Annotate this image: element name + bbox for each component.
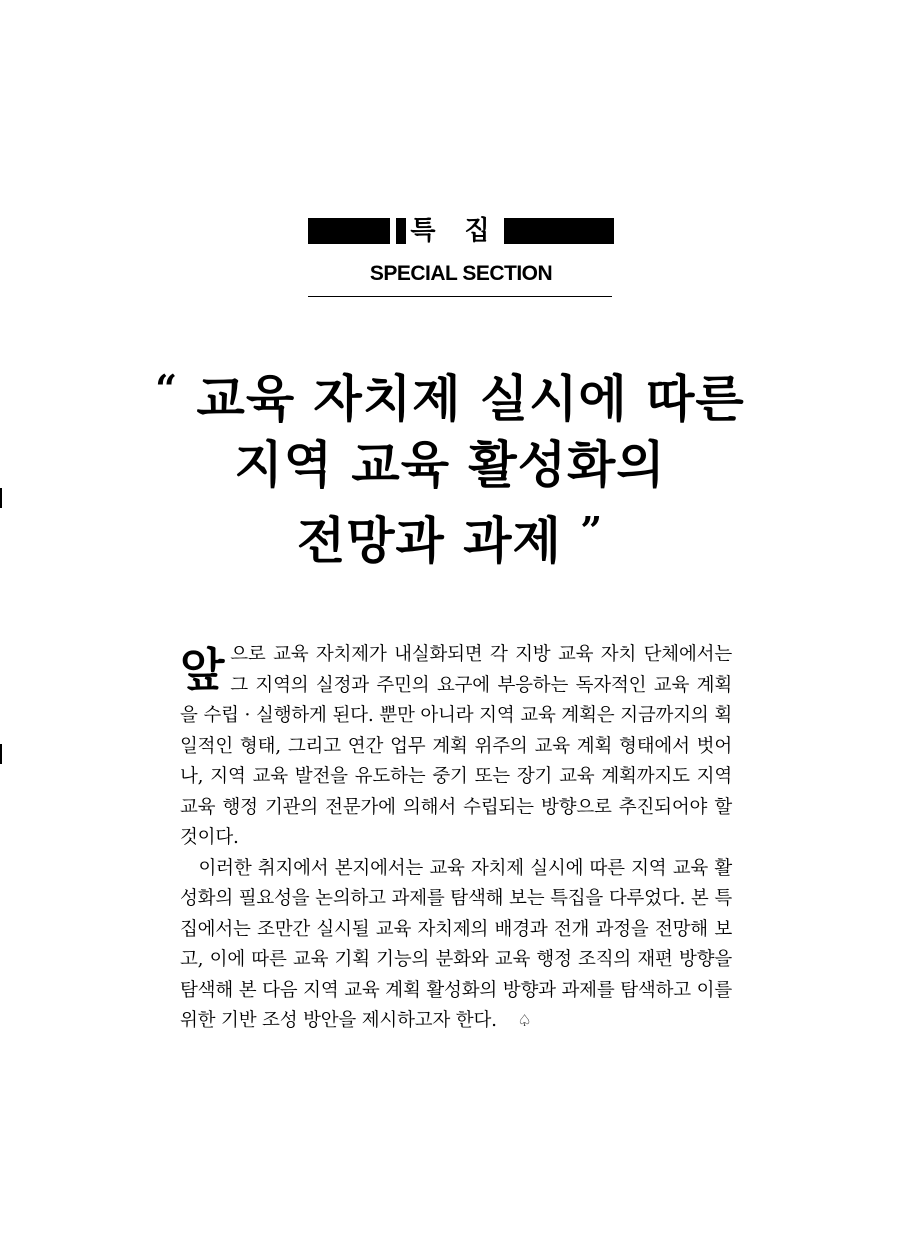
paragraph-2-text: 이러한 취지에서 본지에서는 교육 자치제 실시에 따른 지역 교육 활성화의 필요성을 논의하고 과제를 탐색해 보는 특집을 다루었다. 본 특집에서는 조만간 실시될 교육 자치제의 배경과 전개 과정을 전망해 보고, 이에 따른 교육 기획 기능의 분화와 교육 행정 조직의 재편 방향을 탐색해 본 다음 지역 교육 계획 활성화의 방향과 과제를 탐색하고 이를 위한 기반 조성 방안을 제시하고자 한다. <box>180 857 732 1031</box>
title-close-quote: ” <box>580 508 604 553</box>
margin-tick-bottom <box>0 744 2 764</box>
article-title <box>150 356 750 574</box>
title-open-quote: “ <box>155 366 179 411</box>
paragraph-1 <box>180 640 732 854</box>
section-header <box>308 214 614 248</box>
title-line-3-text: 전망과 과제 <box>296 511 562 570</box>
drop-cap: 앞 <box>180 643 225 697</box>
paragraph-1-text: 으로 교육 자치제가 내실화되면 각 지방 교육 자치 단체에서는 그 지역의 실정과 주민의 요구에 부응하는 독자적인 교육 계획을 수립 · 실행하게 된다. 뿐만 아니라 지역 교육 계획은 지금까지의 획일적인 형태, 그리고 연간 업무 계획 위주의 교육 계획 형태에서 벗어나, 지역 교육 발전을 유도하는 중기 또는 장기 교육 계획까지도 지역 교육 행정 기관의 전문가에 의해서 수립되는 방향으로 추진되어야 할 것이다. <box>180 644 732 848</box>
article-body <box>180 640 732 1037</box>
paragraph-2 <box>180 854 732 1037</box>
margin-tick-top <box>0 488 2 508</box>
section-label-korean: 특 집 <box>410 216 500 246</box>
header-bar-left <box>308 218 390 244</box>
title-line-1 <box>150 356 750 432</box>
title-line-2: 지역 교육 활성화의 <box>234 435 666 494</box>
header-bar-left-small <box>396 218 406 244</box>
title-line-1-text: 교육 자치제 실시에 따른 <box>196 369 745 428</box>
end-mark-icon: ♤ <box>517 1011 532 1030</box>
header-divider <box>308 296 612 297</box>
title-line-3 <box>150 498 750 574</box>
section-label-english: SPECIAL SECTION <box>369 262 553 285</box>
header-bar-right <box>504 218 614 244</box>
